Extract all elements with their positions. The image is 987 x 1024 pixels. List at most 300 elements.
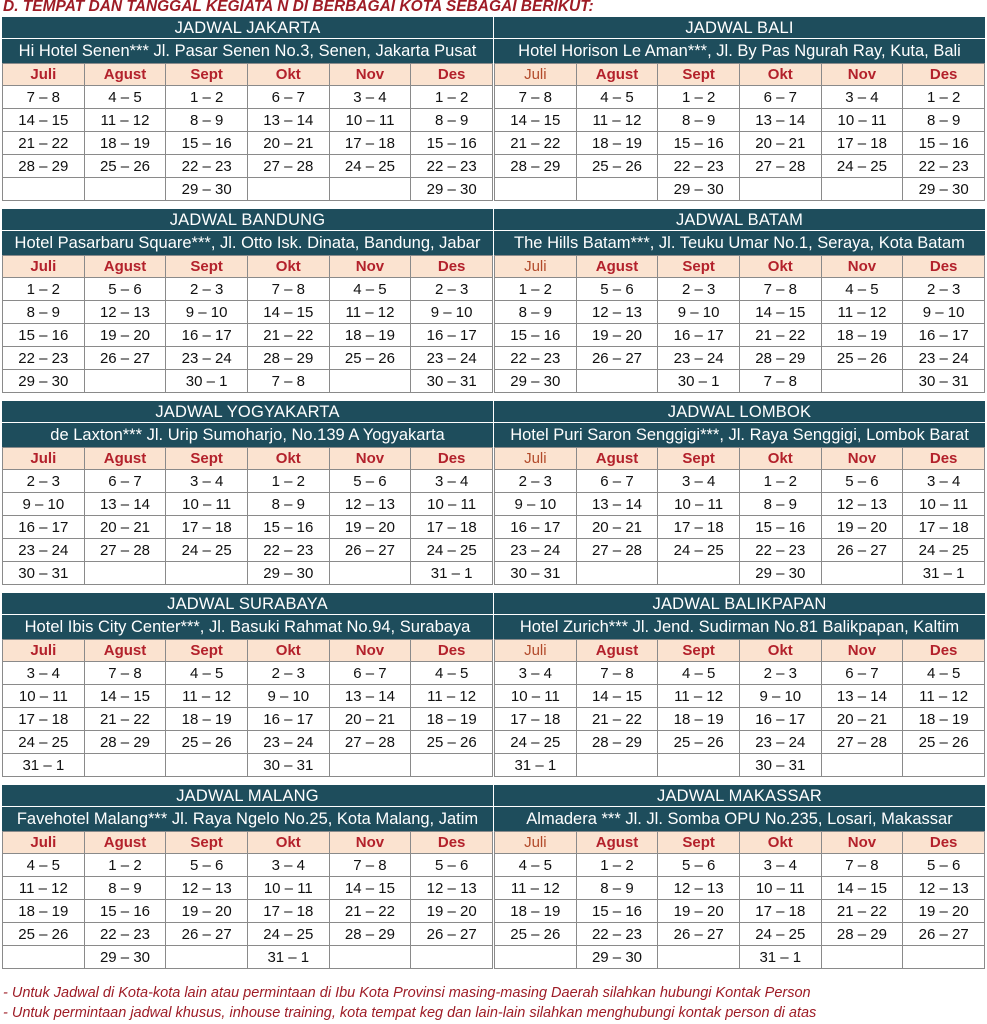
date-cell: 16 – 17 bbox=[658, 324, 740, 347]
date-cell: 8 – 9 bbox=[658, 109, 740, 132]
date-cell: 12 – 13 bbox=[821, 493, 903, 516]
date-cell: 18 – 19 bbox=[329, 324, 411, 347]
date-cell: 25 – 26 bbox=[166, 731, 248, 754]
date-cell: 13 – 14 bbox=[576, 493, 658, 516]
date-cell: 15 – 16 bbox=[576, 900, 658, 923]
date-cell: 22 – 23 bbox=[247, 539, 329, 562]
date-cell: 24 – 25 bbox=[3, 731, 85, 754]
date-cell: 7 – 8 bbox=[329, 854, 411, 877]
schedule-table bbox=[494, 63, 985, 201]
table-row bbox=[3, 86, 493, 109]
month-header: Sept bbox=[658, 832, 740, 854]
date-cell: 1 – 2 bbox=[411, 86, 493, 109]
date-cell: 16 – 17 bbox=[3, 516, 85, 539]
date-cell: 30 – 31 bbox=[247, 754, 329, 777]
date-cell: 1 – 2 bbox=[903, 86, 985, 109]
date-cell: 23 – 24 bbox=[739, 731, 821, 754]
date-cell: 26 – 27 bbox=[903, 923, 985, 946]
city-title: JADWAL MAKASSAR bbox=[494, 785, 985, 807]
month-header: Agust bbox=[576, 256, 658, 278]
date-cell: 7 – 8 bbox=[247, 278, 329, 301]
date-cell: 1 – 2 bbox=[495, 278, 577, 301]
footnotes bbox=[3, 983, 983, 1023]
date-cell: 28 – 29 bbox=[329, 923, 411, 946]
date-cell: 5 – 6 bbox=[166, 854, 248, 877]
date-cell: 26 – 27 bbox=[576, 347, 658, 370]
month-header: Juli bbox=[3, 256, 85, 278]
date-cell: 4 – 5 bbox=[329, 278, 411, 301]
month-header: Des bbox=[411, 448, 493, 470]
date-cell bbox=[576, 370, 658, 393]
date-cell: 11 – 12 bbox=[84, 109, 166, 132]
month-header: Juli bbox=[3, 64, 85, 86]
date-cell bbox=[903, 754, 985, 777]
date-cell: 4 – 5 bbox=[821, 278, 903, 301]
month-header: Sept bbox=[658, 640, 740, 662]
city-title: JADWAL YOGYAKARTA bbox=[2, 401, 493, 423]
date-cell: 17 – 18 bbox=[739, 900, 821, 923]
date-cell: 17 – 18 bbox=[3, 708, 85, 731]
table-row bbox=[3, 708, 493, 731]
month-header-row bbox=[3, 64, 493, 86]
date-cell bbox=[821, 946, 903, 969]
month-header: Agust bbox=[576, 64, 658, 86]
date-cell: 22 – 23 bbox=[3, 347, 85, 370]
date-cell: 27 – 28 bbox=[821, 731, 903, 754]
date-cell bbox=[329, 946, 411, 969]
date-cell: 19 – 20 bbox=[84, 324, 166, 347]
date-cell: 3 – 4 bbox=[658, 470, 740, 493]
month-header: Des bbox=[903, 448, 985, 470]
date-cell: 5 – 6 bbox=[903, 854, 985, 877]
schedule-block bbox=[494, 785, 985, 975]
month-header: Nov bbox=[821, 64, 903, 86]
schedule-block bbox=[2, 401, 493, 591]
date-cell: 4 – 5 bbox=[411, 662, 493, 685]
schedule-block bbox=[494, 401, 985, 591]
date-cell: 23 – 24 bbox=[247, 731, 329, 754]
date-cell: 30 – 31 bbox=[903, 370, 985, 393]
date-cell: 20 – 21 bbox=[247, 132, 329, 155]
month-header: Agust bbox=[84, 256, 166, 278]
date-cell: 6 – 7 bbox=[247, 86, 329, 109]
month-header: Des bbox=[411, 640, 493, 662]
date-cell: 29 – 30 bbox=[84, 946, 166, 969]
date-cell: 22 – 23 bbox=[495, 347, 577, 370]
date-cell: 19 – 20 bbox=[166, 900, 248, 923]
table-row bbox=[495, 685, 985, 708]
date-cell: 29 – 30 bbox=[658, 178, 740, 201]
table-row bbox=[495, 539, 985, 562]
date-cell: 21 – 22 bbox=[247, 324, 329, 347]
month-header-row bbox=[495, 64, 985, 86]
date-cell: 28 – 29 bbox=[576, 731, 658, 754]
date-cell: 27 – 28 bbox=[576, 539, 658, 562]
date-cell: 10 – 11 bbox=[495, 685, 577, 708]
hotel-address: Favehotel Malang*** Jl. Raya Ngelo No.25, Kota Malang, Jatim bbox=[2, 807, 493, 831]
city-title: JADWAL LOMBOK bbox=[494, 401, 985, 423]
date-cell bbox=[658, 946, 740, 969]
date-cell: 10 – 11 bbox=[166, 493, 248, 516]
date-cell: 6 – 7 bbox=[329, 662, 411, 685]
date-cell: 21 – 22 bbox=[495, 132, 577, 155]
date-cell: 19 – 20 bbox=[903, 900, 985, 923]
month-header: Sept bbox=[166, 448, 248, 470]
month-header: Nov bbox=[329, 640, 411, 662]
date-cell bbox=[495, 946, 577, 969]
date-cell: 23 – 24 bbox=[3, 539, 85, 562]
date-cell: 31 – 1 bbox=[903, 562, 985, 585]
date-cell: 21 – 22 bbox=[739, 324, 821, 347]
month-header: Nov bbox=[329, 256, 411, 278]
month-header: Okt bbox=[247, 64, 329, 86]
schedule-table bbox=[494, 447, 985, 585]
date-cell: 15 – 16 bbox=[411, 132, 493, 155]
date-cell: 15 – 16 bbox=[247, 516, 329, 539]
date-cell: 2 – 3 bbox=[3, 470, 85, 493]
date-cell: 24 – 25 bbox=[821, 155, 903, 178]
table-row bbox=[495, 347, 985, 370]
date-cell: 5 – 6 bbox=[576, 278, 658, 301]
date-cell: 2 – 3 bbox=[739, 662, 821, 685]
date-cell: 7 – 8 bbox=[739, 278, 821, 301]
date-cell: 22 – 23 bbox=[411, 155, 493, 178]
city-title: JADWAL BANDUNG bbox=[2, 209, 493, 231]
date-cell bbox=[576, 562, 658, 585]
date-cell: 7 – 8 bbox=[495, 86, 577, 109]
date-cell: 11 – 12 bbox=[658, 685, 740, 708]
date-cell bbox=[84, 754, 166, 777]
month-header-row bbox=[495, 448, 985, 470]
date-cell: 7 – 8 bbox=[84, 662, 166, 685]
table-row bbox=[3, 109, 493, 132]
month-header: Okt bbox=[739, 832, 821, 854]
date-cell: 8 – 9 bbox=[166, 109, 248, 132]
table-row bbox=[3, 132, 493, 155]
date-cell: 12 – 13 bbox=[84, 301, 166, 324]
month-header: Okt bbox=[739, 64, 821, 86]
month-header-row bbox=[495, 640, 985, 662]
date-cell: 22 – 23 bbox=[739, 539, 821, 562]
date-cell: 31 – 1 bbox=[495, 754, 577, 777]
month-header: Des bbox=[411, 256, 493, 278]
table-row bbox=[495, 324, 985, 347]
date-cell: 26 – 27 bbox=[658, 923, 740, 946]
month-header: Sept bbox=[166, 640, 248, 662]
date-cell: 25 – 26 bbox=[576, 155, 658, 178]
date-cell: 19 – 20 bbox=[821, 516, 903, 539]
table-row bbox=[3, 877, 493, 900]
date-cell: 21 – 22 bbox=[821, 900, 903, 923]
date-cell: 7 – 8 bbox=[3, 86, 85, 109]
month-header: Juli bbox=[3, 832, 85, 854]
month-header: Sept bbox=[658, 448, 740, 470]
date-cell: 22 – 23 bbox=[166, 155, 248, 178]
table-row bbox=[495, 278, 985, 301]
date-cell bbox=[84, 370, 166, 393]
date-cell: 11 – 12 bbox=[3, 877, 85, 900]
schedule-table bbox=[2, 639, 493, 777]
date-cell: 18 – 19 bbox=[903, 708, 985, 731]
date-cell: 20 – 21 bbox=[739, 132, 821, 155]
date-cell: 26 – 27 bbox=[84, 347, 166, 370]
schedule-block bbox=[2, 209, 493, 399]
month-header-row bbox=[3, 256, 493, 278]
date-cell: 29 – 30 bbox=[903, 178, 985, 201]
hotel-address: Hotel Puri Saron Senggigi***, Jl. Raya Senggigi, Lombok Barat bbox=[494, 423, 985, 447]
date-cell: 12 – 13 bbox=[903, 877, 985, 900]
date-cell: 8 – 9 bbox=[411, 109, 493, 132]
schedule-table bbox=[2, 447, 493, 585]
date-cell: 31 – 1 bbox=[247, 946, 329, 969]
date-cell: 12 – 13 bbox=[576, 301, 658, 324]
date-cell: 13 – 14 bbox=[247, 109, 329, 132]
schedule-table bbox=[494, 639, 985, 777]
month-header-row bbox=[495, 832, 985, 854]
schedule-table bbox=[2, 63, 493, 201]
table-row bbox=[495, 155, 985, 178]
date-cell: 17 – 18 bbox=[411, 516, 493, 539]
date-cell: 19 – 20 bbox=[576, 324, 658, 347]
month-header-row bbox=[3, 832, 493, 854]
date-cell: 10 – 11 bbox=[903, 493, 985, 516]
table-row bbox=[495, 923, 985, 946]
month-header: Nov bbox=[329, 64, 411, 86]
date-cell: 24 – 25 bbox=[247, 923, 329, 946]
date-cell: 31 – 1 bbox=[3, 754, 85, 777]
date-cell: 12 – 13 bbox=[658, 877, 740, 900]
date-cell bbox=[166, 754, 248, 777]
table-row bbox=[3, 854, 493, 877]
date-cell: 7 – 8 bbox=[739, 370, 821, 393]
date-cell: 29 – 30 bbox=[576, 946, 658, 969]
date-cell: 3 – 4 bbox=[166, 470, 248, 493]
date-cell: 26 – 27 bbox=[329, 539, 411, 562]
month-header: Okt bbox=[739, 640, 821, 662]
date-cell: 30 – 31 bbox=[495, 562, 577, 585]
month-header: Nov bbox=[821, 256, 903, 278]
date-cell: 3 – 4 bbox=[247, 854, 329, 877]
table-row bbox=[495, 946, 985, 969]
month-header: Nov bbox=[329, 448, 411, 470]
date-cell: 13 – 14 bbox=[329, 685, 411, 708]
date-cell bbox=[3, 946, 85, 969]
date-cell: 2 – 3 bbox=[411, 278, 493, 301]
date-cell: 9 – 10 bbox=[247, 685, 329, 708]
date-cell: 14 – 15 bbox=[576, 685, 658, 708]
month-header: Nov bbox=[329, 832, 411, 854]
schedule-block bbox=[494, 17, 985, 207]
month-header-row bbox=[3, 448, 493, 470]
date-cell: 14 – 15 bbox=[3, 109, 85, 132]
table-row bbox=[495, 662, 985, 685]
date-cell: 12 – 13 bbox=[329, 493, 411, 516]
date-cell: 15 – 16 bbox=[658, 132, 740, 155]
date-cell bbox=[329, 754, 411, 777]
date-cell: 24 – 25 bbox=[903, 539, 985, 562]
date-cell: 16 – 17 bbox=[411, 324, 493, 347]
date-cell: 17 – 18 bbox=[329, 132, 411, 155]
table-row bbox=[3, 900, 493, 923]
date-cell: 25 – 26 bbox=[821, 347, 903, 370]
date-cell: 24 – 25 bbox=[495, 731, 577, 754]
month-header-row bbox=[3, 640, 493, 662]
date-cell: 29 – 30 bbox=[495, 370, 577, 393]
date-cell: 4 – 5 bbox=[166, 662, 248, 685]
month-header: Juli bbox=[495, 256, 577, 278]
date-cell bbox=[329, 370, 411, 393]
date-cell: 28 – 29 bbox=[739, 347, 821, 370]
date-cell: 18 – 19 bbox=[658, 708, 740, 731]
schedule-table bbox=[494, 255, 985, 393]
month-header: Agust bbox=[576, 640, 658, 662]
date-cell: 7 – 8 bbox=[247, 370, 329, 393]
hotel-address: Hotel Zurich*** Jl. Jend. Sudirman No.81 Balikpapan, Kaltim bbox=[494, 615, 985, 639]
table-row bbox=[3, 662, 493, 685]
table-row bbox=[3, 155, 493, 178]
table-row bbox=[495, 516, 985, 539]
date-cell: 11 – 12 bbox=[166, 685, 248, 708]
date-cell: 30 – 1 bbox=[166, 370, 248, 393]
date-cell: 15 – 16 bbox=[495, 324, 577, 347]
footnote: - Untuk permintaan jadwal khusus, inhouse training, kota tempat keg dan lain-lain silahkan menghubungi kontak person di atas bbox=[3, 1005, 817, 1021]
date-cell: 1 – 2 bbox=[247, 470, 329, 493]
table-row bbox=[3, 370, 493, 393]
table-row bbox=[495, 86, 985, 109]
date-cell: 25 – 26 bbox=[84, 155, 166, 178]
hotel-address: Hotel Pasarbaru Square***, Jl. Otto Isk. Dinata, Bandung, Jabar bbox=[2, 231, 493, 255]
month-header: Okt bbox=[247, 448, 329, 470]
date-cell: 24 – 25 bbox=[166, 539, 248, 562]
table-row bbox=[495, 708, 985, 731]
date-cell: 14 – 15 bbox=[821, 877, 903, 900]
month-header: Des bbox=[903, 640, 985, 662]
schedule-table bbox=[2, 255, 493, 393]
date-cell: 18 – 19 bbox=[166, 708, 248, 731]
date-cell: 8 – 9 bbox=[903, 109, 985, 132]
date-cell: 7 – 8 bbox=[821, 854, 903, 877]
table-row bbox=[495, 109, 985, 132]
date-cell: 25 – 26 bbox=[411, 731, 493, 754]
month-header: Juli bbox=[495, 64, 577, 86]
schedule-block bbox=[2, 17, 493, 207]
table-row bbox=[495, 470, 985, 493]
date-cell: 11 – 12 bbox=[903, 685, 985, 708]
date-cell: 20 – 21 bbox=[576, 516, 658, 539]
date-cell: 4 – 5 bbox=[658, 662, 740, 685]
table-row bbox=[3, 178, 493, 201]
month-header: Okt bbox=[247, 640, 329, 662]
hotel-address: Almadera *** Jl. Jl. Somba OPU No.235, Losari, Makassar bbox=[494, 807, 985, 831]
date-cell bbox=[84, 178, 166, 201]
date-cell: 15 – 16 bbox=[739, 516, 821, 539]
month-header: Sept bbox=[658, 256, 740, 278]
date-cell: 22 – 23 bbox=[576, 923, 658, 946]
date-cell: 16 – 17 bbox=[166, 324, 248, 347]
table-row bbox=[3, 347, 493, 370]
date-cell: 8 – 9 bbox=[576, 877, 658, 900]
date-cell: 9 – 10 bbox=[166, 301, 248, 324]
date-cell: 5 – 6 bbox=[821, 470, 903, 493]
date-cell: 16 – 17 bbox=[495, 516, 577, 539]
month-header: Nov bbox=[821, 640, 903, 662]
month-header: Des bbox=[411, 832, 493, 854]
date-cell: 29 – 30 bbox=[247, 562, 329, 585]
hotel-address: Hotel Ibis City Center***, Jl. Basuki Rahmat No.94, Surabaya bbox=[2, 615, 493, 639]
date-cell: 9 – 10 bbox=[739, 685, 821, 708]
date-cell: 1 – 2 bbox=[166, 86, 248, 109]
hotel-address: Hi Hotel Senen*** Jl. Pasar Senen No.3, Senen, Jakarta Pusat bbox=[2, 39, 493, 63]
date-cell: 3 – 4 bbox=[495, 662, 577, 685]
date-cell: 30 – 1 bbox=[658, 370, 740, 393]
date-cell: 23 – 24 bbox=[495, 539, 577, 562]
date-cell: 14 – 15 bbox=[84, 685, 166, 708]
date-cell: 16 – 17 bbox=[247, 708, 329, 731]
date-cell: 17 – 18 bbox=[495, 708, 577, 731]
date-cell: 31 – 1 bbox=[739, 946, 821, 969]
date-cell: 16 – 17 bbox=[903, 324, 985, 347]
date-cell: 15 – 16 bbox=[3, 324, 85, 347]
month-header: Des bbox=[903, 64, 985, 86]
date-cell: 29 – 30 bbox=[739, 562, 821, 585]
date-cell: 17 – 18 bbox=[821, 132, 903, 155]
month-header: Okt bbox=[739, 448, 821, 470]
date-cell: 31 – 1 bbox=[411, 562, 493, 585]
date-cell: 3 – 4 bbox=[903, 470, 985, 493]
date-cell: 26 – 27 bbox=[821, 539, 903, 562]
month-header: Nov bbox=[821, 832, 903, 854]
date-cell: 14 – 15 bbox=[247, 301, 329, 324]
date-cell: 21 – 22 bbox=[576, 708, 658, 731]
date-cell bbox=[3, 178, 85, 201]
date-cell: 3 – 4 bbox=[329, 86, 411, 109]
date-cell: 27 – 28 bbox=[84, 539, 166, 562]
date-cell: 3 – 4 bbox=[411, 470, 493, 493]
month-header: Agust bbox=[84, 64, 166, 86]
date-cell: 28 – 29 bbox=[84, 731, 166, 754]
date-cell: 30 – 31 bbox=[739, 754, 821, 777]
date-cell: 5 – 6 bbox=[411, 854, 493, 877]
date-cell: 14 – 15 bbox=[495, 109, 577, 132]
month-header: Des bbox=[903, 832, 985, 854]
month-header: Sept bbox=[166, 64, 248, 86]
date-cell: 28 – 29 bbox=[247, 347, 329, 370]
schedule-table bbox=[494, 831, 985, 969]
date-cell: 8 – 9 bbox=[247, 493, 329, 516]
month-header: Des bbox=[903, 256, 985, 278]
date-cell: 1 – 2 bbox=[576, 854, 658, 877]
date-cell: 27 – 28 bbox=[739, 155, 821, 178]
date-cell: 3 – 4 bbox=[739, 854, 821, 877]
date-cell: 18 – 19 bbox=[821, 324, 903, 347]
date-cell: 28 – 29 bbox=[495, 155, 577, 178]
month-header: Agust bbox=[84, 448, 166, 470]
date-cell: 4 – 5 bbox=[84, 86, 166, 109]
month-header: Juli bbox=[495, 448, 577, 470]
date-cell: 15 – 16 bbox=[166, 132, 248, 155]
date-cell: 18 – 19 bbox=[576, 132, 658, 155]
table-row bbox=[3, 278, 493, 301]
date-cell: 1 – 2 bbox=[84, 854, 166, 877]
date-cell: 9 – 10 bbox=[495, 493, 577, 516]
date-cell: 16 – 17 bbox=[739, 708, 821, 731]
date-cell: 15 – 16 bbox=[903, 132, 985, 155]
date-cell: 13 – 14 bbox=[84, 493, 166, 516]
date-cell: 3 – 4 bbox=[821, 86, 903, 109]
date-cell: 7 – 8 bbox=[576, 662, 658, 685]
schedule-block bbox=[494, 593, 985, 783]
date-cell: 4 – 5 bbox=[3, 854, 85, 877]
